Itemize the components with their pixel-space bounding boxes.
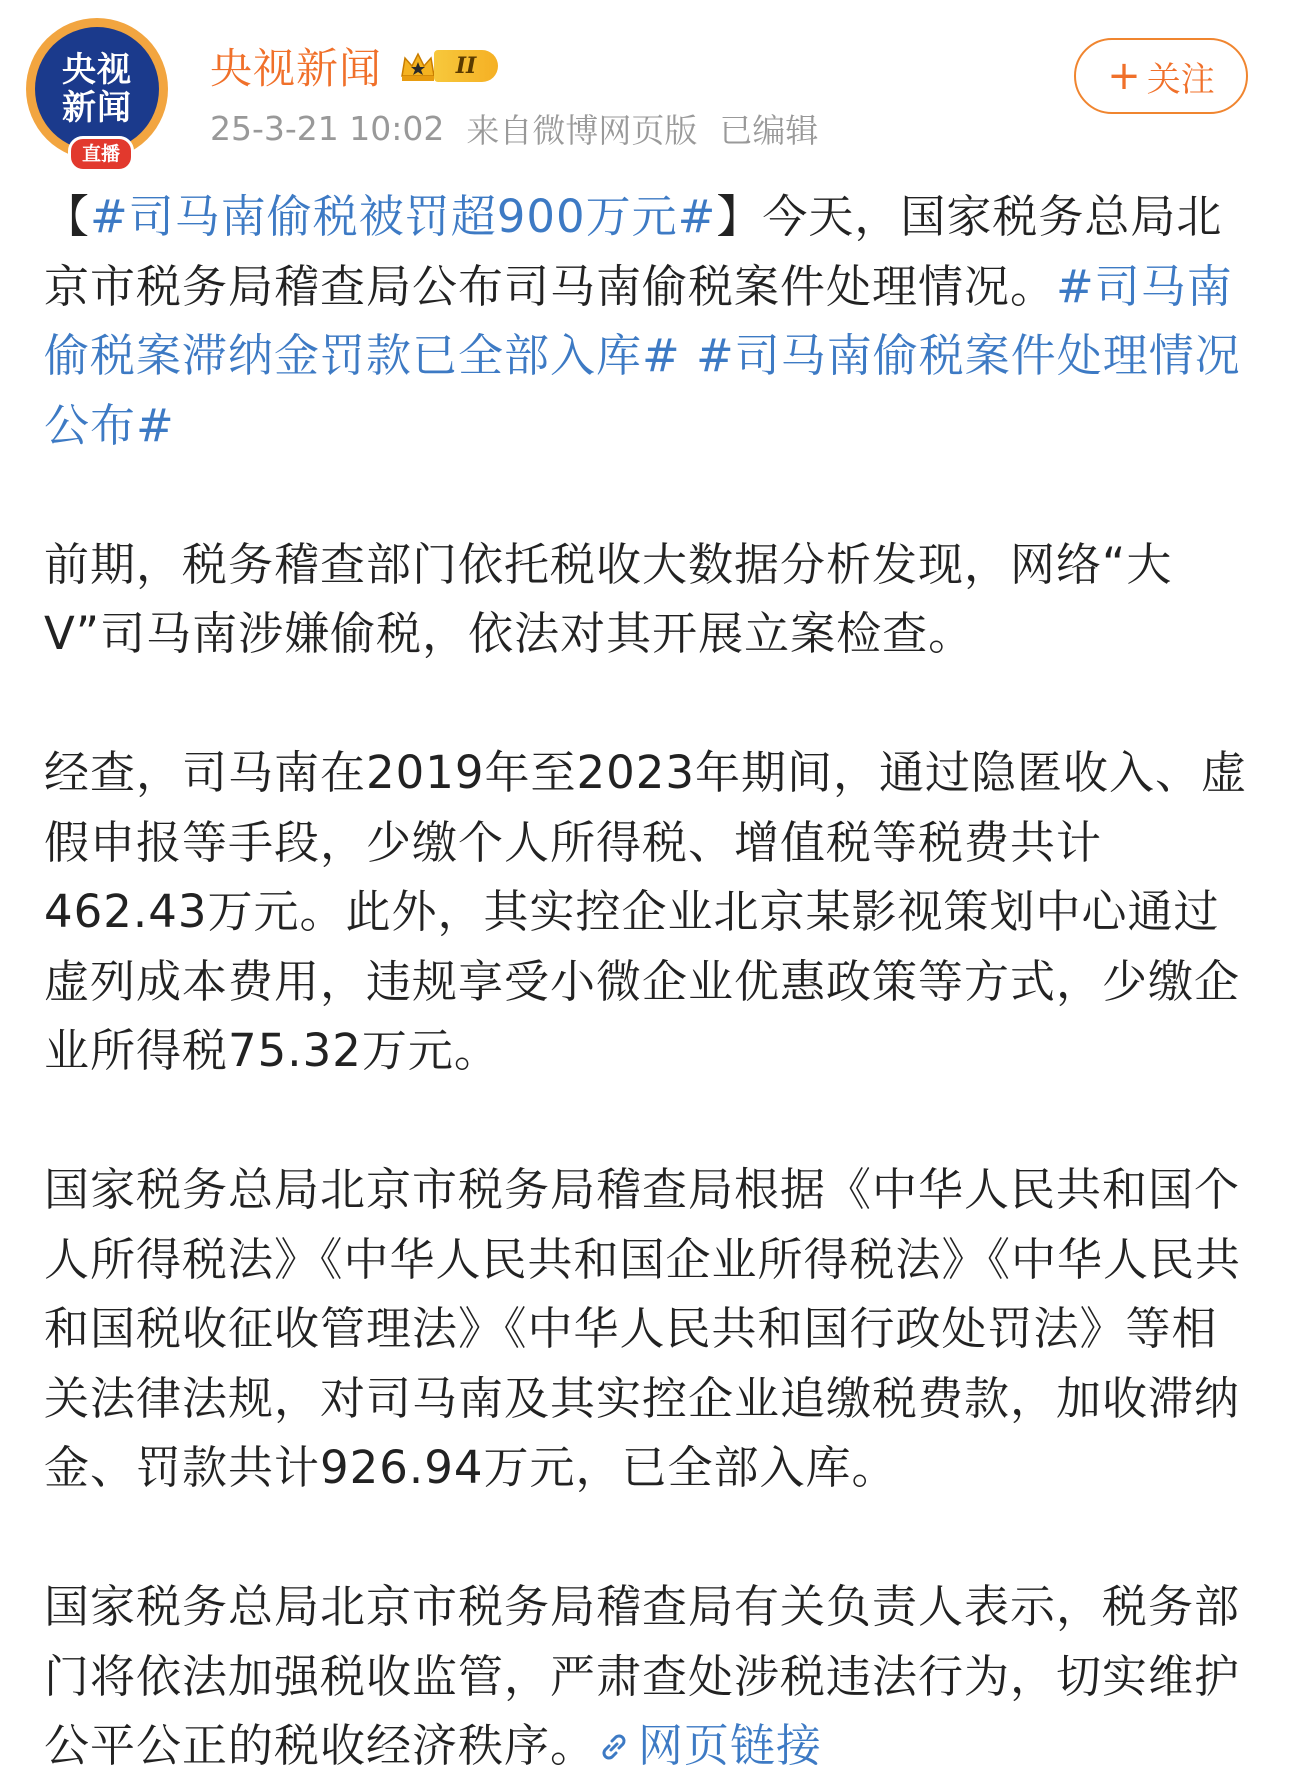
avatar-text-line1: 央视 (62, 50, 132, 90)
name-row (210, 36, 498, 96)
post-paragraph-2: 前期，税务稽查部门依托税收大数据分析发现，网络“大V”司马南涉嫌偷税，依法对其开展立案检查。 (44, 537, 1173, 660)
paragraph-gap (44, 1086, 1254, 1156)
topic-bracket-open: 【 (44, 190, 91, 243)
vip-badge[interactable] (398, 46, 498, 86)
crown-icon (398, 46, 438, 86)
paragraph-gap (44, 669, 1254, 739)
topic-link-2[interactable]: #司马南偷税案滞纳金罚款已全部入库# (44, 259, 1233, 382)
post-lead-text: 今天，国家税务总局北京市税务局稽查局公布司马南偷税案件处理情况。 (44, 190, 1223, 313)
topic-title[interactable]: #司马南偷税被罚超900万元# (90, 190, 717, 243)
topic-link-3[interactable]: #司马南偷税案件处理情况公布# (44, 329, 1241, 452)
vip-level-tag: II (434, 50, 498, 82)
avatar-logo (35, 27, 159, 151)
post-paragraph-5-text: 国家税务总局北京市税务局稽查局有关负责人表示，税务部门将依法加强税收监管，严肃查处涉税违法行为，切实维护公平公正的税收经济秩序。 (44, 1580, 1241, 1772)
paragraph-gap (44, 460, 1254, 530)
post-paragraph-4: 国家税务总局北京市税务局稽查局根据《中华人民共和国个人所得税法》《中华人民共和国企业所得税法》《中华人民共和国税收征收管理法》《中华人民共和国行政处罚法》等相关法律法规，对司马南及其实控企业追缴税费款，加收滞纳金、罚款共计926.94万元，已全部入库。 (44, 1163, 1242, 1494)
plus-icon: + (1107, 53, 1141, 99)
avatar[interactable] (24, 18, 186, 168)
post-source: 来自微博网页版 (466, 110, 698, 150)
post-body (44, 182, 1254, 1781)
account-name[interactable]: 央视新闻 (210, 44, 383, 93)
avatar-text-line2: 新闻 (62, 88, 132, 128)
post-meta (210, 106, 840, 150)
post-paragraph-5 (44, 1572, 1254, 1781)
paragraph-gap (44, 1503, 1254, 1573)
edited-label: 已编辑 (719, 110, 819, 150)
post-paragraph-1 (44, 182, 1254, 460)
link-icon (596, 1729, 632, 1765)
post-timestamp: 25-3-21 10:02 (210, 108, 445, 148)
post-paragraph-3: 经查，司马南在2019年至2023年期间，通过隐匿收入、虚假申报等手段，少缴个人所得税、增值税等税费共计462.43万元。此外，其实控企业北京某影视策划中心通过虚列成本费用，违规享受小微企业优惠政策等方式，少缴企业所得税75.32万元。 (44, 746, 1248, 1077)
topic-bracket-close: 】 (716, 190, 763, 243)
live-badge: 直播 (68, 136, 134, 172)
post-header (0, 0, 1290, 175)
follow-label: 关注 (1146, 59, 1215, 100)
web-link[interactable] (596, 1719, 822, 1772)
web-link-label: 网页链接 (638, 1719, 823, 1772)
follow-button[interactable] (1074, 38, 1248, 114)
